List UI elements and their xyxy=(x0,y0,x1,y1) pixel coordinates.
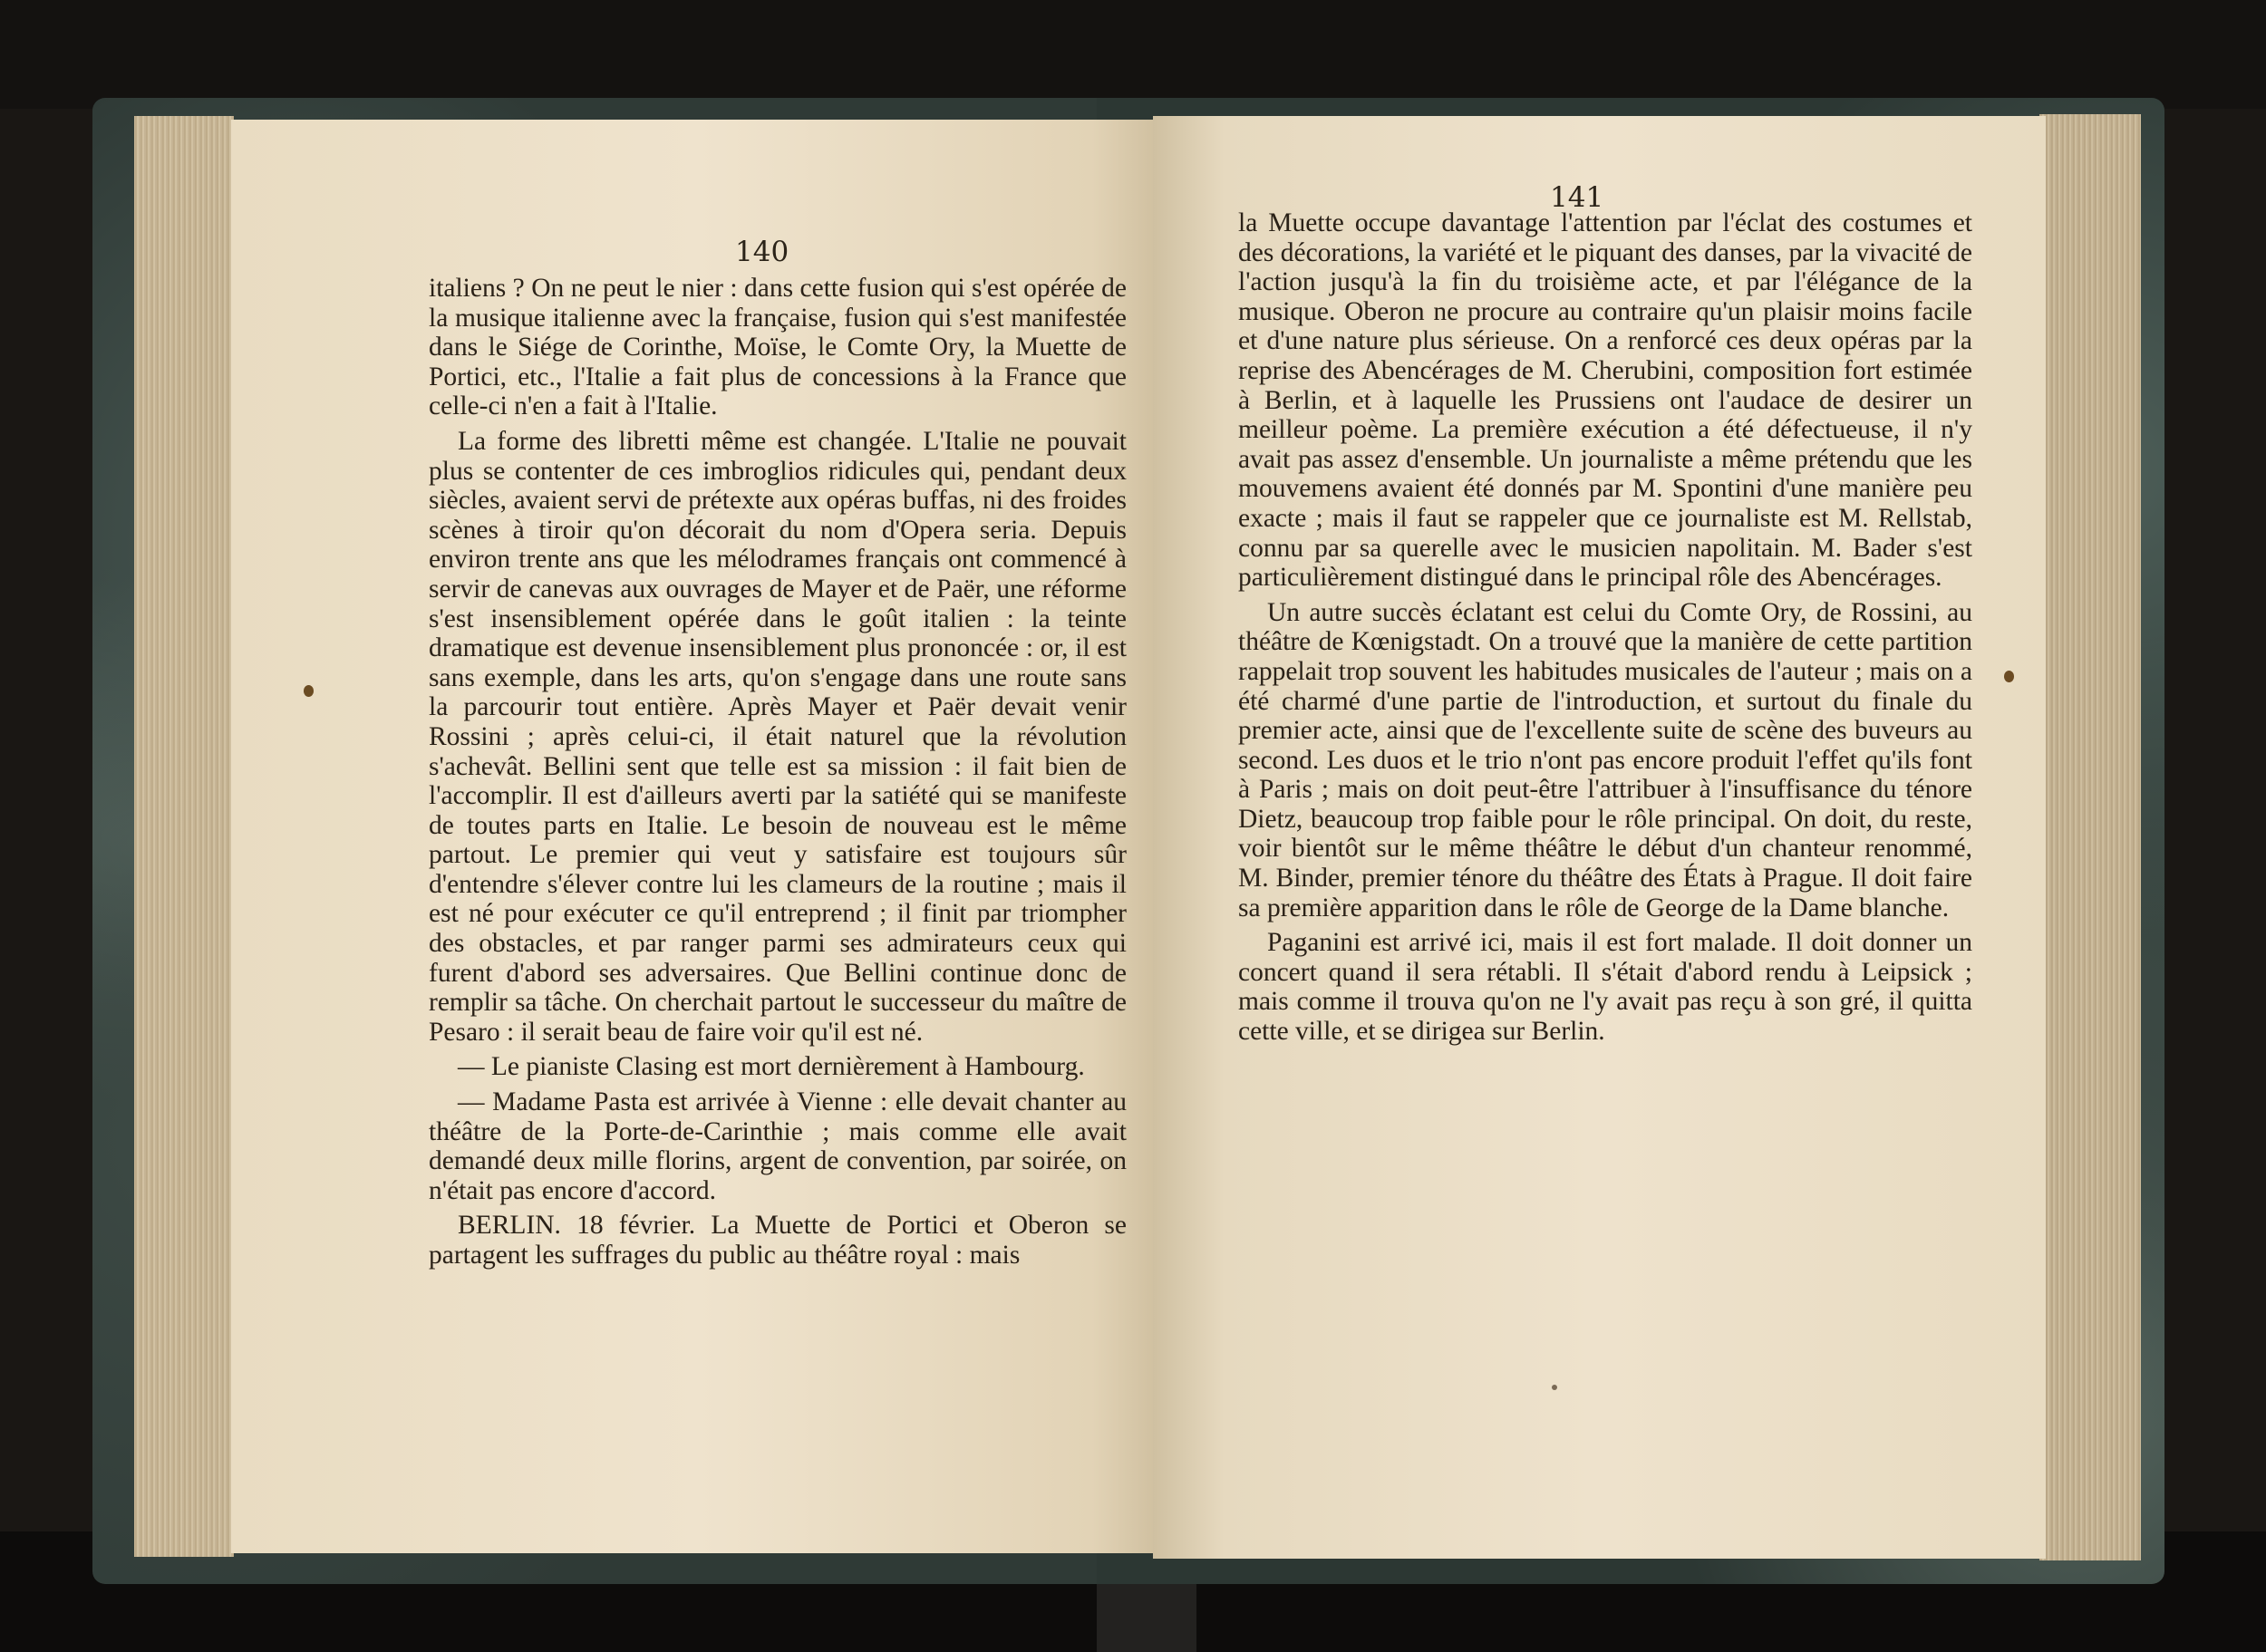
paragraph: — Le pianiste Clasing est mort dernièrement à Hambourg. xyxy=(458,1052,1085,1082)
paragraph: La forme des libretti même est changée. L'Italie ne pouvait plus se contenter de ces imbroglios ridicules qui, pendant deux siècles, avaient servi de prétexte aux opéras buffas, ni des froides scènes à tiroir qu'on décorait du nom d'Opera seria. Depuis environ trente ans que les mélodrames français ont commencé à servir de canevas aux ouvrages de Mayer et de Paër, une réforme s'est insensiblement opérée dans le goût italien : la teinte dramatique est devenue insensiblement plus prononcée : or, il est sans exemple, dans les arts, qu'on s'engage dans une route sans la parcourir tout entière. Après Mayer et Paër devait venir Rossini ; après celui-ci, il était naturel que la révolution s'achevât. Bellini sent que telle est sa mission : il fait bien de l'accomplir. Il est d'ailleurs averti par la satiété qui se manifeste de toutes parts en Italie. Le besoin de nouveau est le même partout. Le premier qui veut y satisfaire est toujours sûr d'entendre s'élever contre lui les clameurs de la routine ; mais il est né pour exécuter ce qu'il entreprend ; il finit par triompher des obstacles, et par ranger parmi ses admirateurs ceux qui furent d'abord ses adversaires. Que Bellini continue donc de remplir sa tâche. On cherchait partout le successeur du maître de Pesaro : il serait beau de faire voir qu'il est né. xyxy=(429,426,1127,1047)
paragraph: italiens ? On ne peut le nier : dans cette fusion qui s'est opérée de la musique italienne avec la française, fusion qui s'est manifestée dans le Siége de Corinthe, Moïse, le Comte Ory, la Muette de Portici, etc., l'Italie a fait plus de concessions à la France que celle-ci n'en a fait à l'Italie. xyxy=(429,274,1127,421)
left-page xyxy=(231,120,1167,1553)
paragraph: la Muette occupe davantage l'attention par l'éclat des costumes et des décorations, la variété et le piquant des danses, par la vivacité de l'action jusqu'à la fin du troisième acte, et par l'élégance de la musique. Oberon ne procure au contraire qu'un plaisir moins facile et d'une nature plus sérieuse. On a renforcé ces deux opéras par la reprise des Abencérages de M. Cherubini, composition fort estimée à Berlin, et à laquelle les Prussiens ont l'audace de desirer un meilleur poème. La première exécution a été défectueuse, il n'y avait pas assez d'ensemble. Un journaliste a même prétendu que les mouvemens avaient été donnés par M. Spontini d'une manière peu exacte ; mais il faut se rappeler que ce journaliste est M. Rellstab, connu par sa querelle avec le musicien napolitain. M. Bader s'est particulièrement distingué dans le principal rôle des Abencérages. xyxy=(1238,208,1972,593)
page-text xyxy=(1238,208,1972,1047)
page-text xyxy=(429,274,1127,1270)
paragraph: BERLIN. 18 février. La Muette de Portici et Oberon se partagent les suffrages du public au théâtre royal : mais xyxy=(429,1211,1127,1270)
paragraph: Paganini est arrivé ici, mais il est fort malade. Il doit donner un concert quand il sera rétabli. Il s'était d'abord rendu à Leipsick ; mais comme il trouva qu'on ne l'y avait pas reçu à son gré, il quitta cette ville, et se dirigea sur Berlin. xyxy=(1238,928,1972,1047)
foxing-spot xyxy=(1552,1385,1557,1390)
page-edges-left xyxy=(134,116,234,1557)
foxing-spot xyxy=(2004,671,2014,682)
right-page xyxy=(1153,116,2046,1559)
page-number: 141 xyxy=(1550,181,1604,214)
paragraph: Un autre succès éclatant est celui du Comte Ory, de Rossini, au théâtre de Kœnigstadt. On a trouvé que la manière de cette partition rappelait trop souvent les habitudes musicales de l'auteur ; mais on a été charmé d'une partie de l'introduction, et surtout du finale du premier acte, ainsi que de l'excellente suite de scène des buveurs au second. Les duos et le trio n'ont pas encore produit l'effet qu'ils font à Paris ; mais on doit peut-être l'attribuer à l'insuffisance du ténore Dietz, beaucoup trop faible pour le rôle principal. On doit, du reste, voir bientôt sur le même théâtre le début d'un chanteur renommé, M. Binder, premier ténore du théâtre des États à Prague. Il doit faire sa première apparition dans le rôle de George de la Dame blanche. xyxy=(1238,597,1972,923)
foxing-spot xyxy=(304,685,314,697)
background-top xyxy=(0,0,2266,109)
page-number: 140 xyxy=(735,236,789,268)
page-edges-right xyxy=(2039,114,2141,1560)
paragraph: — Madame Pasta est arrivée à Vienne : elle devait chanter au théâtre de la Porte-de-Carinthie ; mais comme elle avait demandé deux mille florins, argent de convention, par soirée, on n'était pas encore d'accord. xyxy=(429,1087,1127,1205)
